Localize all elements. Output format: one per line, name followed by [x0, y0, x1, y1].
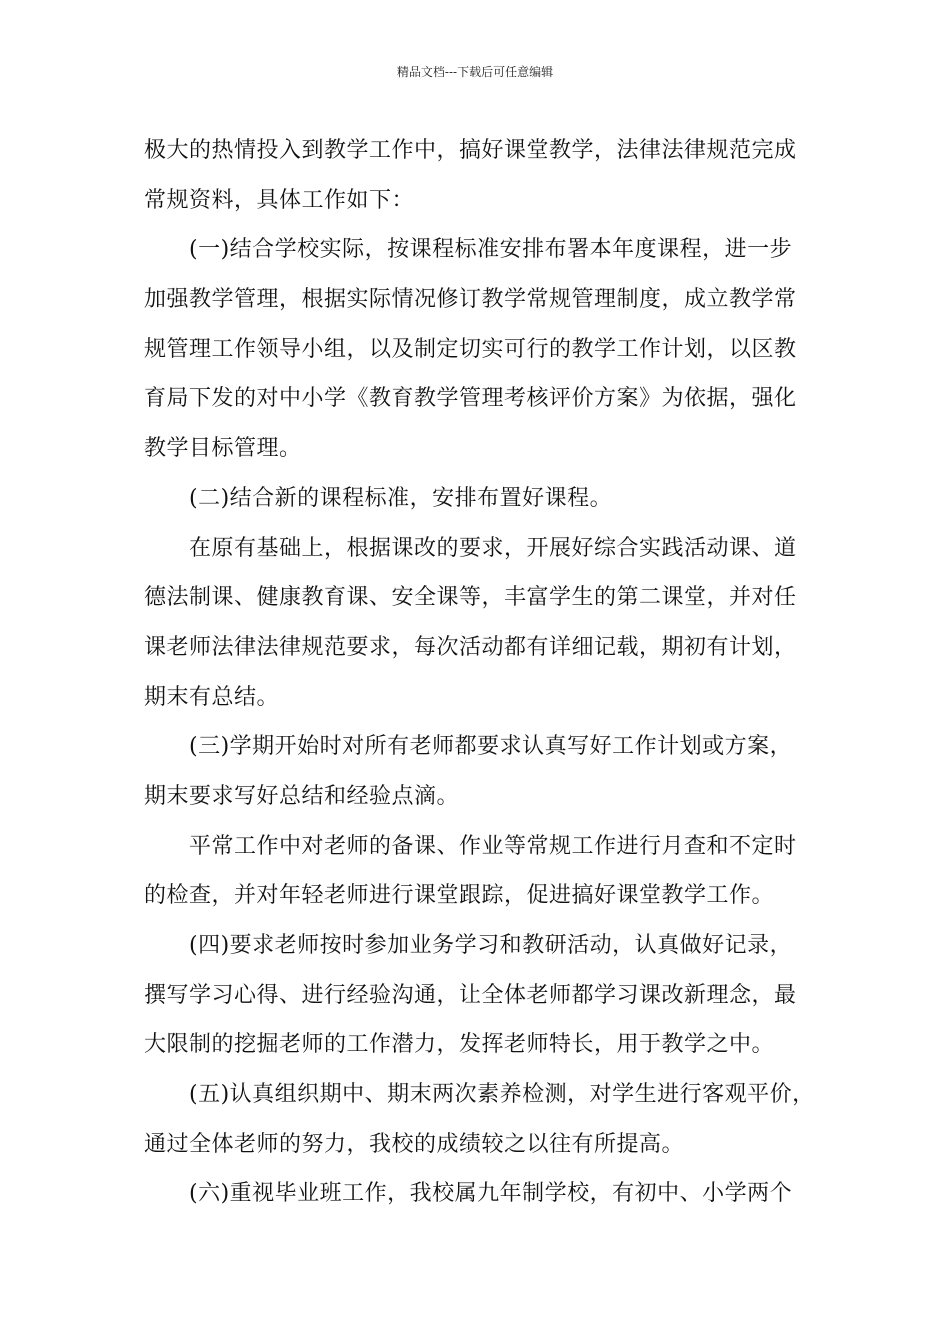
- paragraph-item-3: [144, 722, 814, 821]
- paragraph-item-2-detail: [144, 524, 814, 723]
- text-line: 加强教学管理，根据实际情况修订教学常规管理制度，成立教学常: [144, 287, 797, 313]
- text-line: 育局下发的对中小学《教育教学管理考核评价方案》为依据，强化: [144, 386, 797, 412]
- text-line: 大限制的挖掘老师的工作潜力，发挥老师特长，用于教学之中。: [144, 1032, 775, 1058]
- text-line: (二)结合新的课程标准，安排布置好课程。: [189, 485, 613, 511]
- text-line: 期末有总结。: [144, 684, 280, 710]
- text-line: (四)要求老师按时参加业务学习和教研活动，认真做好记录，: [189, 933, 793, 958]
- text-line: 平常工作中对老师的备课、作业等常规工作进行月查和不定时: [189, 833, 797, 859]
- text-line: 常规资料，具体工作如下：: [144, 187, 415, 213]
- text-line: (三)学期开始时对所有老师都要求认真写好工作计划或方案，: [189, 734, 793, 760]
- paragraph-continuation: [144, 126, 814, 225]
- text-line: 极大的热情投入到教学工作中，搞好课堂教学，法律法律规范完成: [144, 138, 797, 163]
- page-header: 精品文档---下载后可任意编辑: [396, 65, 554, 79]
- text-line: (五)认真组织期中、期末两次素养检测，对学生进行客观平价，: [189, 1082, 815, 1108]
- paragraph-item-1: [144, 225, 814, 473]
- paragraph-item-4: [144, 921, 814, 1070]
- paragraph-item-6: [144, 1169, 814, 1219]
- paragraph-item-5: [144, 1070, 814, 1169]
- text-line: 德法制课、健康教育课、安全课等，丰富学生的第二课堂，并对任: [144, 585, 797, 611]
- text-line: 教学目标管理。: [144, 436, 302, 462]
- text-line: (六)重视毕业班工作，我校属九年制学校，有初中、小学两个: [189, 1181, 793, 1207]
- document-body: [144, 126, 814, 1219]
- text-line: 在原有基础上，根据课改的要求，开展好综合实践活动课、道: [189, 535, 797, 561]
- text-line: (一)结合学校实际，按课程标准安排布署本年度课程，进一步: [189, 237, 793, 263]
- text-line: 通过全体老师的努力，我校的成绩较之以往有所提高。: [144, 1131, 685, 1157]
- text-line: 撰写学习心得、进行经验沟通，让全体老师都学习课改新理念，最: [144, 982, 797, 1008]
- text-line: 课老师法律法律规范要求，每次活动都有详细记载，期初有计划，: [144, 634, 797, 660]
- text-line: 规管理工作领导小组，以及制定切实可行的教学工作计划，以区教: [144, 336, 797, 362]
- paragraph-item-2: [144, 474, 814, 524]
- text-line: 的检查，并对年轻老师进行课堂跟踪，促进搞好课堂教学工作。: [144, 883, 775, 909]
- paragraph-item-3-detail: [144, 822, 814, 921]
- text-line: 期末要求写好总结和经验点滴。: [144, 783, 460, 809]
